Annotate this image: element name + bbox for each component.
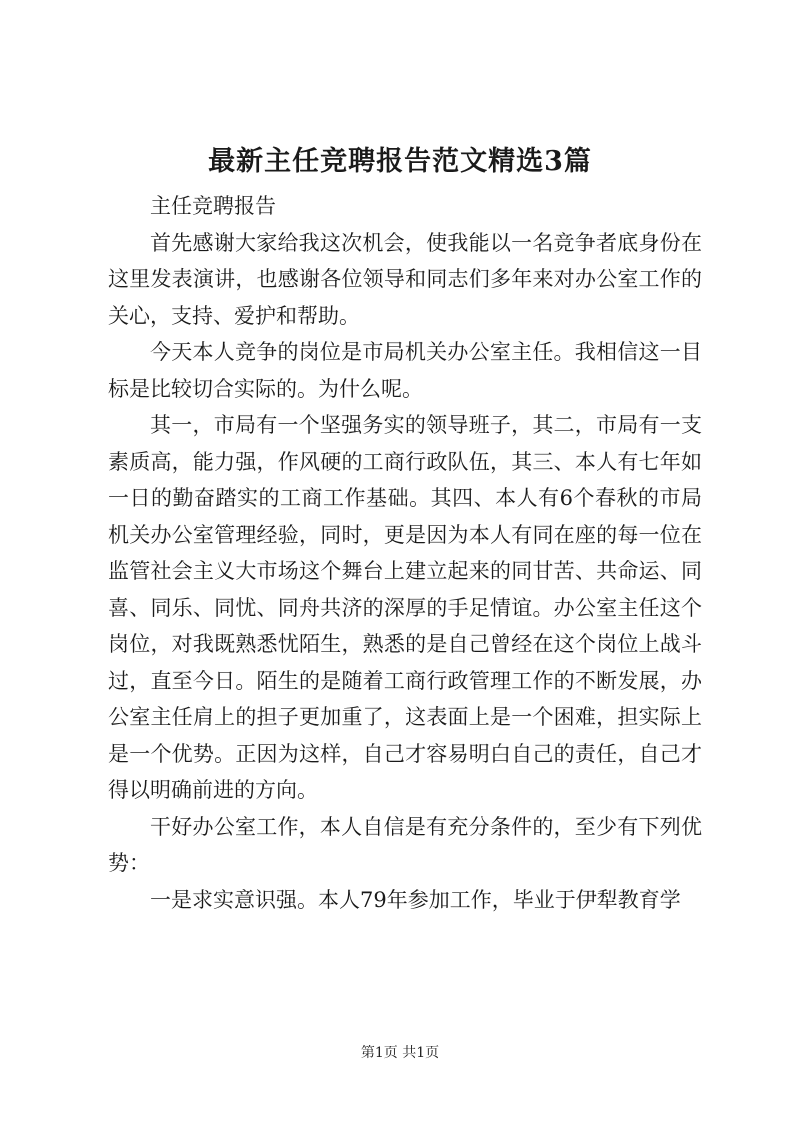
paragraph: 其一，市局有一个坚强务实的领导班子，其二，市局有一支素质高，能力强，作风硬的工商行政队伍，其三、本人有七年如一日的勤奋踏实的工商工作基础。其四、本人有6个春秋的市局机关办公室管理经验，同时，更是因为本人有同在座的每一位在监管社会主义大市场这个舞台上建立起来的同甘苦、共命运、同喜、同乐、同忧、同舟共济的深厚的手足情谊。办公室主任这个岗位，对我既熟悉忧陌生，熟悉的是自己曾经在这个岗位上战斗过，直至今日。陌生的是随着工商行政管理工作的不断发展，办公室主任肩上的担子更加重了，这表面上是一个困难，担实际上是一个优势。正因为这样，自己才容易明白自己的责任，自己才得以明确前进的方向。 (108, 413, 702, 802)
page-footer: 第1页 共1页 (360, 1045, 440, 1061)
paragraph: 一是求实意识强。本人79年参加工作，毕业于伊犁教育学 (150, 887, 681, 912)
paragraph: 今天本人竞争的岗位是市局机关办公室主任。我相信这一目标是比较切合实际的。为什么呢。 (108, 340, 702, 401)
document-title: 最新主任竞聘报告范文精选3篇 (208, 146, 592, 177)
document-body (108, 188, 702, 918)
paragraph: 首先感谢大家给我这次机会，使我能以一名竞争者底身份在这里发表演讲，也感谢各位领导和同志们多年来对办公室工作的关心，支持、爱护和帮助。 (108, 230, 702, 328)
paragraph-heading: 主任竞聘报告 (150, 194, 276, 218)
paragraph: 干好办公室工作，本人自信是有充分条件的，至少有下列优势： (108, 814, 702, 875)
